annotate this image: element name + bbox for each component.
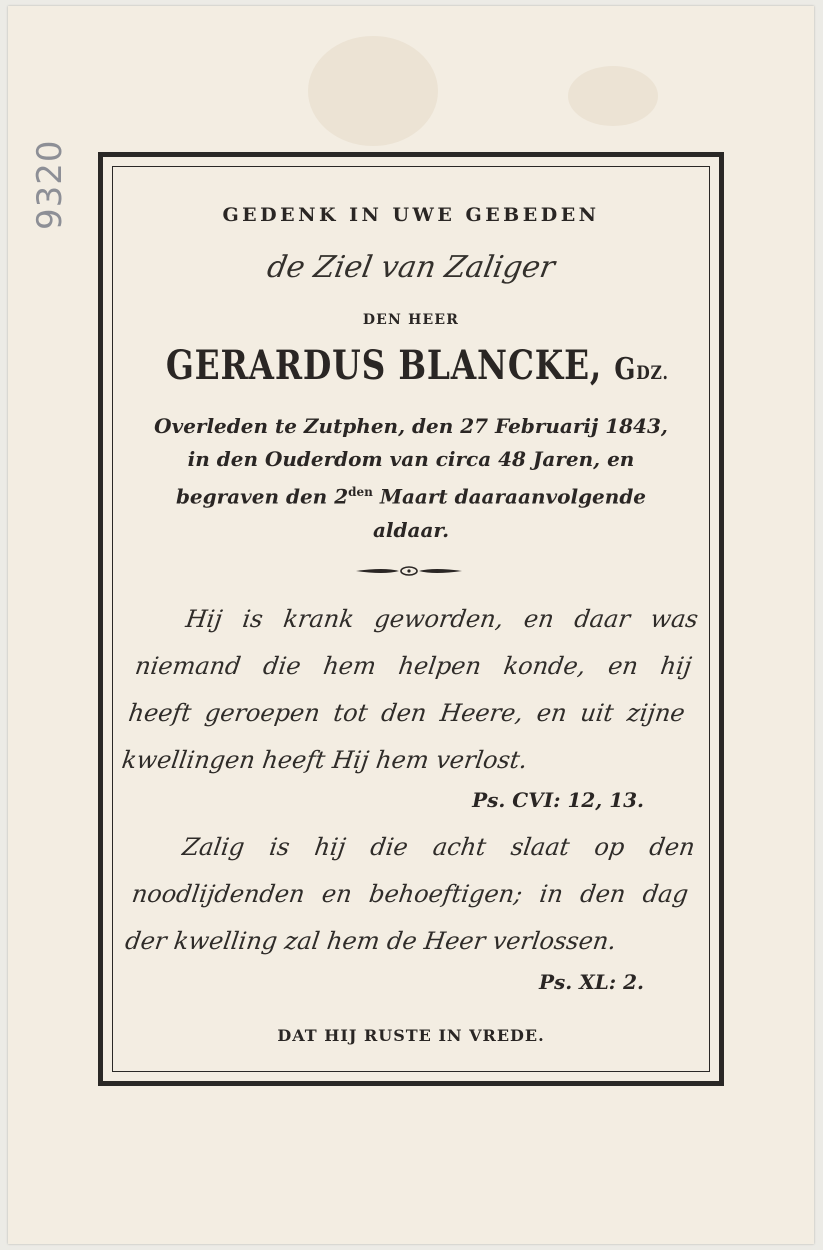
verse-line: Hij is krank geworden, en daar was xyxy=(184,605,700,633)
verse-line: Zalig is hij die acht slaat op den xyxy=(180,833,697,861)
deceased-name xyxy=(165,342,669,389)
details-line: aldaar. xyxy=(372,517,450,542)
title-line: DEN HEER xyxy=(362,312,460,328)
verse-line: noodlijdenden en behoeftigen; in den dag xyxy=(130,880,691,908)
verse-reference: Ps. XL: 2. xyxy=(538,970,644,994)
heading: GEDENK IN UWE GEBEDEN xyxy=(222,204,600,226)
death-details xyxy=(122,410,700,547)
verse-psalm-40 xyxy=(122,824,698,965)
name-suffix: GDZ. xyxy=(614,352,669,387)
details-line: Overleden te Zutphen, den 27 Februarij 1843, xyxy=(154,414,668,438)
archive-number: 9320 xyxy=(30,139,70,230)
paper-stain xyxy=(308,36,438,146)
soul-line: de Ziel van Zaliger xyxy=(264,250,558,285)
paper-stain xyxy=(568,66,658,126)
name-text: GERARDUS BLANCKE, xyxy=(165,342,603,389)
card-content xyxy=(112,166,710,1072)
verse-line: heeft geroepen tot den Heere, en uit zijne xyxy=(126,699,687,727)
verse-psalm-106 xyxy=(119,596,701,784)
verse-line: niemand die hem helpen konde, en hij xyxy=(133,652,694,680)
verse-line: der kwelling zal hem de Heer verlossen. xyxy=(123,927,619,955)
details-line: begraven den $2^{den}$ Maart daaraanvolgende xyxy=(175,484,647,509)
details-line: in den Ouderdom van circa 48 Jaren, en xyxy=(187,447,635,471)
verse-reference: Ps. CVI: 12, 13. xyxy=(472,788,644,812)
closing-line: DAT HIJ RUSTE IN VREDE. xyxy=(277,1026,545,1045)
verse-line: kwellingen heeft Hij hem verlost. xyxy=(120,746,530,774)
ornament-divider-icon xyxy=(354,564,464,578)
